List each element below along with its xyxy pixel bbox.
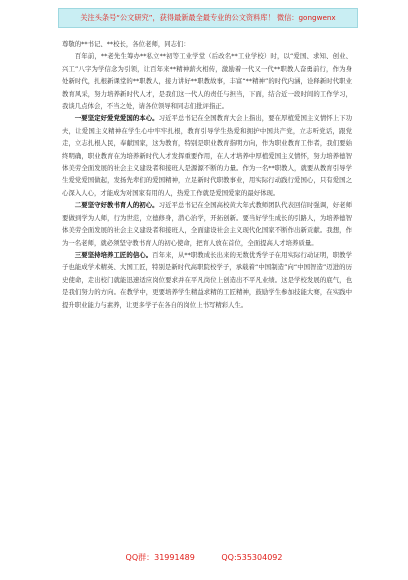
section-2: [62, 199, 352, 249]
promo-banner-text: 关注头条号“公文研究”，获得最新最全最专业的公文资料库！ 微信：gongwenx: [80, 13, 336, 22]
section-2-body: 习近平总书记在全国高校黄大年式教师团队代表回信时强调，好老师要做到学为人师，行为世范，立德修身，潜心治学，开拓创新。要当好学生成长的引路人，为培养德智体美劳全面发展的社会主义建设者和接班人，全面建设社会主义现代化国家不断作出新贡献。我想，作为一名老师，就必须坚守教书育人的初心使命，把育人放在首位，全面提高人才培养质量。: [62, 201, 353, 247]
section-1-title: 一要坚定好爱党爱国的本心。: [74, 114, 159, 123]
section-1: [62, 112, 352, 199]
section-3-body: 百年来，从**职教成长出来的无数优秀学子在用实际行动证明，职教学子也能成学术精英、大国工匠，特别是新时代高职院校学子，承载着“中国制造”向“中国智造”迈进的历史使命，走出校门就能迅速适应岗位要求并在平凡岗位上创造出不平凡业绩。这是学校发展的底气，也是我们努力的方向。在教学中，更要培养学生精益求精的工匠精神，鼓励学生参加技能大赛，在实践中提升职业能力与素养，让更多学子在各自的岗位上书写精彩人生。: [62, 250, 352, 309]
contact-footer: [0, 552, 408, 563]
section-3-title: 三要坚持培养工匠的信心。: [74, 250, 153, 259]
qq-group-text: QQ群：31991489: [125, 553, 195, 562]
greeting: 尊敬的**书记、**校长，各位老师，同志们：: [62, 40, 190, 48]
section-1-body: 习近平总书记在全国教育大会上指出，要在厚植爱国主义情怀上下功夫，让爱国主义精神在学生心中牢牢扎根，教育引导学生热爱和拥护中国共产党，立志听党话，跟党走，立志扎根人民，奉献国家，这为教育，特别是职业教育指明方向，作为职业教育工作者，我们要始终明确，职业教育在为培养新时代人才发挥重要作用，在人才培养中厚植爱国主义情怀，努力培养德智体美劳全面发展的社会主义建设者和接班人是源源不断的力量。作为一名**职教人，就要从教育引导学生爱党爱国做起，发扬先辈们的爱国精神，立足新时代职教事业，用实际行动践行爱国心，只有爱国之心深入人心，才能成为对国家有用的人，热爱工作就是爱国爱家的最好体现。: [62, 114, 353, 197]
section-2-title: 二要坚守好教书育人的初心。: [74, 201, 159, 210]
qq-text: QQ:535304092: [221, 553, 283, 562]
promo-banner: [58, 8, 358, 28]
section-3: [62, 249, 352, 311]
document-body: [62, 38, 352, 311]
intro-paragraph: 百年前，**老先生筹办**私立**初等工业学堂（后改名**工业学校）时，以“爱国、求知、创业、兴工”八字为学信念为引领，让百年来**精神薪火相传，激励着一代又一代**职教人奋勇前行，作为身处新时代，扎根新课堂的**职教人，接力讲好**职教故事，丰富“**精神”的时代内涵，诠释新时代职业教育风采，努力培养新时代人才，是我们这一代人的责任与担当，下面，结合近一段时间的工作学习，我谈几点体会，不当之处，请各位领导和同志们批评指正。: [62, 52, 352, 111]
